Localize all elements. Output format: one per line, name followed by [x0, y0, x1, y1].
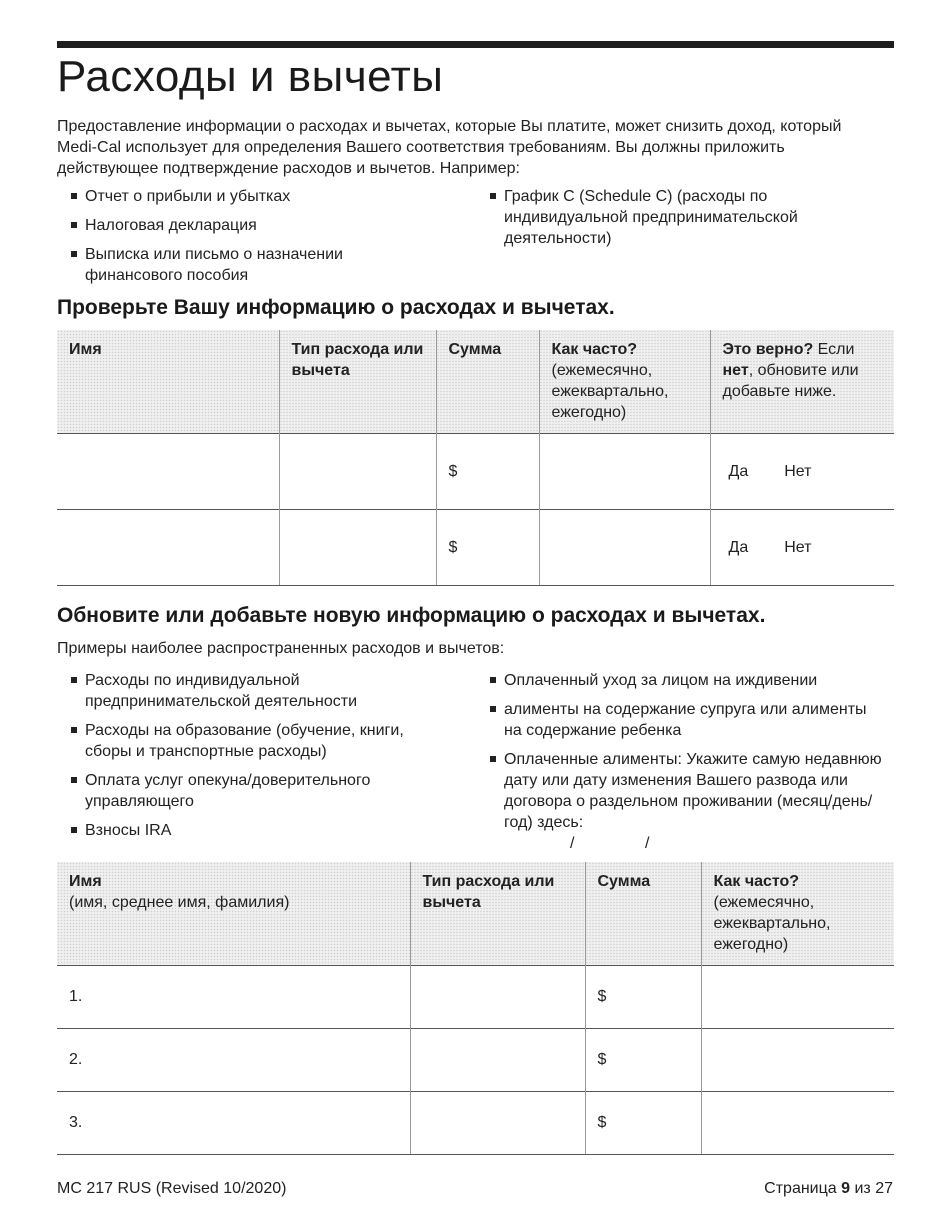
table-row: [57, 434, 894, 510]
table-row: [57, 1092, 894, 1155]
amount-cell[interactable]: $: [585, 1092, 701, 1155]
name-cell[interactable]: 2.: [57, 1029, 410, 1092]
name-cell[interactable]: 3.: [57, 1092, 410, 1155]
amount-cell[interactable]: $: [436, 434, 539, 510]
examples-intro: Примеры наиболее распространенных расходов и вычетов:: [57, 640, 505, 657]
col-header-correct: Это верно? Если нет, обновите или добавьте ниже.: [710, 330, 894, 434]
frequency-cell[interactable]: [539, 434, 710, 510]
name-cell[interactable]: 1.: [57, 966, 410, 1029]
col-header-amount: Сумма: [585, 862, 701, 966]
page-number: Страница 9 из 27: [764, 1180, 893, 1197]
col-header-type: Тип расхода или вычета: [410, 862, 585, 966]
list-item: Взносы IRA: [57, 820, 437, 841]
examples-right: [476, 670, 886, 841]
yes-option[interactable]: Да: [728, 462, 749, 480]
correct-cell: [710, 510, 894, 586]
table-row: [57, 966, 894, 1029]
type-cell[interactable]: [279, 434, 436, 510]
list-item: Отчет о прибыли и убытках: [57, 186, 437, 207]
add-expenses-table: [57, 862, 894, 1155]
amount-cell[interactable]: $: [585, 966, 701, 1029]
frequency-cell[interactable]: [701, 1092, 894, 1155]
list-item: Оплата услуг опекуна/доверительного управляющего: [57, 770, 437, 812]
list-item: Расходы на образование (обучение, книги, сборы и транспортные расходы): [57, 720, 437, 762]
frequency-cell[interactable]: [539, 510, 710, 586]
section1-heading: Проверьте Вашу информацию о расходах и вычетах.: [57, 296, 615, 319]
top-rule: [57, 41, 894, 48]
amount-cell[interactable]: $: [436, 510, 539, 586]
col-header-frequency: Как часто? (ежемесячно, ежеквартально, ежегодно): [701, 862, 894, 966]
correct-cell: [710, 434, 894, 510]
table-row: [57, 510, 894, 586]
amount-cell[interactable]: $: [585, 1029, 701, 1092]
type-cell[interactable]: [279, 510, 436, 586]
form-id: MC 217 RUS (Revised 10/2020): [57, 1180, 287, 1197]
type-cell[interactable]: [410, 1029, 585, 1092]
review-expenses-table: [57, 330, 894, 586]
section2-heading: Обновите или добавьте новую информацию о расходах и вычетах.: [57, 604, 766, 627]
col-header-amount: Сумма: [436, 330, 539, 434]
col-header-name: Имя (имя, среднее имя, фамилия): [57, 862, 410, 966]
intro-examples-left: [57, 186, 437, 294]
name-cell[interactable]: [57, 510, 279, 586]
list-item: Расходы по индивидуальной предпринимательской деятельности: [57, 670, 437, 712]
type-cell[interactable]: [410, 966, 585, 1029]
list-item: Выписка или письмо о назначении финансового пособия: [57, 244, 437, 286]
no-option[interactable]: Нет: [784, 462, 812, 480]
name-cell[interactable]: [57, 434, 279, 510]
list-item: Налоговая декларация: [57, 215, 437, 236]
col-header-type: Тип расхода или вычета: [279, 330, 436, 434]
col-header-frequency: Как часто? (ежемесячно, ежеквартально, ежегодно): [539, 330, 710, 434]
yes-option[interactable]: Да: [728, 538, 749, 556]
type-cell[interactable]: [410, 1092, 585, 1155]
col-header-name: Имя: [57, 330, 279, 434]
list-item: Оплаченный уход за лицом на иждивении: [476, 670, 886, 691]
date-separator-1: /: [570, 835, 575, 852]
intro-examples-right: [476, 186, 876, 257]
no-option[interactable]: Нет: [784, 538, 812, 556]
list-item: Оплаченные алименты: Укажите самую недавнюю дату или дату изменения Вашего развода или договора о раздельном проживании (месяц/день/год) здесь:: [476, 749, 886, 833]
frequency-cell[interactable]: [701, 966, 894, 1029]
date-separator-2: /: [645, 835, 650, 852]
list-item: График С (Schedule C) (расходы по индивидуальной предпринимательской деятельности): [476, 186, 876, 249]
intro-paragraph: Предоставление информации о расходах и вычетах, которые Вы платите, может снизить доход, который Medi-Cal использует для определения Вашего соответствия требованиям. Вы должны приложить действующее подтверждение расходов и вычетов. Например:: [57, 118, 842, 177]
examples-left: [57, 670, 437, 849]
list-item: алименты на содержание супруга или алименты на содержание ребенка: [476, 699, 886, 741]
table-row: [57, 1029, 894, 1092]
frequency-cell[interactable]: [701, 1029, 894, 1092]
page-title: Расходы и вычеты: [57, 52, 444, 101]
